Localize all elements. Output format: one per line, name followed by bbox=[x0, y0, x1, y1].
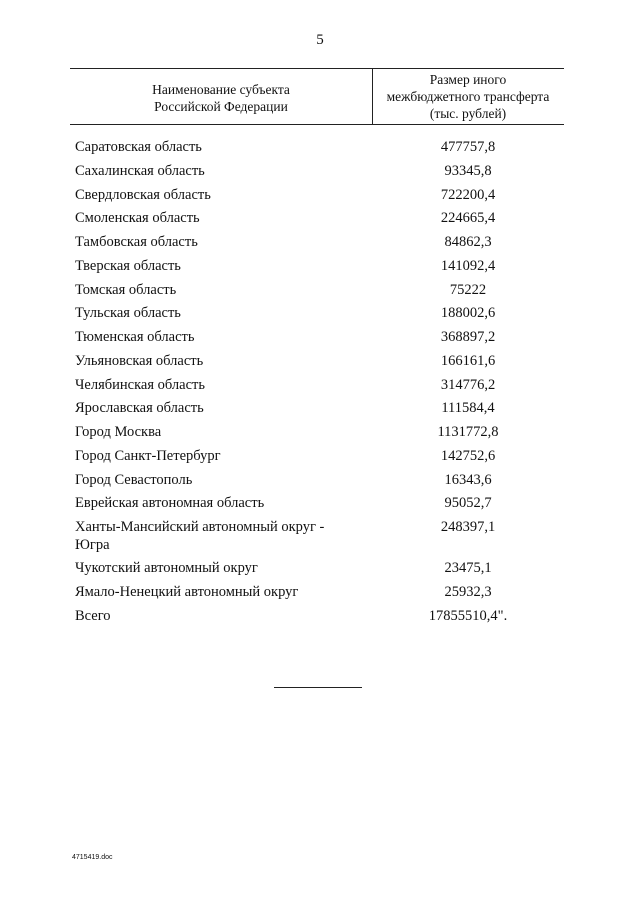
page-number: 5 bbox=[316, 32, 324, 48]
subject-name-cell: Ярославская область bbox=[75, 400, 204, 417]
subject-name-cell: Ханты-Мансийский автономный округ - Югра bbox=[75, 519, 325, 553]
transfer-amount-cell: 93345,8 bbox=[444, 162, 492, 179]
table-row bbox=[0, 424, 640, 448]
transfer-amount-cell: 722200,4 bbox=[440, 186, 496, 203]
table-header-top-rule bbox=[70, 68, 564, 69]
subject-name-cell: Свердловская область bbox=[75, 186, 211, 203]
subject-name-cell: Тульская область bbox=[75, 305, 181, 322]
transfer-amount-cell: 75222 bbox=[449, 281, 487, 298]
column-header-transfer-amount bbox=[372, 71, 564, 122]
subject-name-cell: Тюменская область bbox=[75, 329, 195, 345]
transfer-amount-cell: 368897,2 bbox=[440, 329, 496, 345]
transfer-amount-cell: 25932,3 bbox=[444, 583, 492, 600]
subject-name-cell: Город Санкт-Петербург bbox=[75, 447, 221, 464]
table-row bbox=[0, 519, 640, 560]
table-row bbox=[0, 560, 640, 584]
subject-name-cell: Тверская область bbox=[75, 257, 181, 274]
transfer-amount-cell: 84862,3 bbox=[444, 234, 492, 250]
table-body bbox=[0, 139, 640, 631]
column-header-amount-line: Размер иного bbox=[429, 72, 507, 87]
table-row bbox=[0, 353, 640, 377]
transfer-amount-cell: 16343,6 bbox=[444, 471, 492, 488]
table-row bbox=[0, 210, 640, 234]
subject-name-cell: Всего bbox=[75, 607, 111, 624]
subject-name-cell: Ульяновская область bbox=[75, 352, 204, 369]
transfer-amount-cell: 477757,8 bbox=[440, 139, 496, 155]
table-header-bottom-rule bbox=[70, 124, 564, 125]
table-row bbox=[0, 282, 640, 306]
column-header-subject-line: Российской Федерации bbox=[154, 99, 288, 114]
subject-name-cell: Челябинская область bbox=[75, 376, 205, 393]
table-row bbox=[0, 495, 640, 519]
table-row bbox=[0, 377, 640, 401]
table-row bbox=[0, 472, 640, 496]
transfer-amount-cell: 17855510,4". bbox=[428, 607, 508, 624]
column-header-subject bbox=[70, 81, 372, 115]
table-row bbox=[0, 139, 640, 163]
column-header-subject-line: Наименование субъекта bbox=[152, 82, 290, 97]
transfer-amount-cell: 188002,6 bbox=[440, 305, 496, 322]
table-row bbox=[0, 608, 640, 632]
subject-name-cell: Еврейская автономная область bbox=[75, 495, 265, 512]
transfer-amount-cell: 23475,1 bbox=[444, 560, 492, 576]
table-row bbox=[0, 584, 640, 608]
column-header-amount-line: межбюджетного трансферта bbox=[386, 89, 550, 104]
table-row bbox=[0, 448, 640, 472]
document-file-reference: 4715419.doc bbox=[72, 854, 113, 861]
transfer-amount-cell: 166161,6 bbox=[440, 352, 496, 369]
transfer-amount-cell: 248397,1 bbox=[440, 519, 496, 535]
subject-name-cell: Город Севастополь bbox=[75, 471, 193, 488]
table-row bbox=[0, 187, 640, 211]
transfer-amount-cell: 314776,2 bbox=[440, 376, 496, 393]
subject-name-cell: Саратовская область bbox=[75, 139, 202, 155]
table-row bbox=[0, 400, 640, 424]
transfer-amount-cell: 142752,6 bbox=[440, 447, 496, 464]
table-row bbox=[0, 163, 640, 187]
transfer-amount-cell: 111584,4 bbox=[441, 400, 495, 417]
subject-name-cell: Сахалинская область bbox=[75, 162, 205, 179]
table-row bbox=[0, 329, 640, 353]
table-row bbox=[0, 234, 640, 258]
transfer-amount-cell: 1131772,8 bbox=[437, 424, 499, 440]
subject-name-cell: Ямало-Ненецкий автономный округ bbox=[75, 583, 299, 600]
table-row bbox=[0, 258, 640, 282]
transfer-amount-cell: 95052,7 bbox=[444, 495, 492, 512]
subject-name-cell: Город Москва bbox=[75, 424, 162, 440]
column-header-amount-line: (тыс. рублей) bbox=[429, 106, 507, 121]
subject-name-cell: Томская область bbox=[75, 281, 177, 298]
subject-name-cell: Чукотский автономный округ bbox=[75, 560, 258, 576]
transfer-amount-cell: 141092,4 bbox=[440, 257, 496, 274]
subject-name-cell: Смоленская область bbox=[75, 210, 200, 227]
subject-name-cell: Тамбовская область bbox=[75, 234, 198, 250]
document-end-rule bbox=[274, 687, 362, 688]
transfer-amount-cell: 224665,4 bbox=[440, 210, 496, 227]
table-row bbox=[0, 305, 640, 329]
